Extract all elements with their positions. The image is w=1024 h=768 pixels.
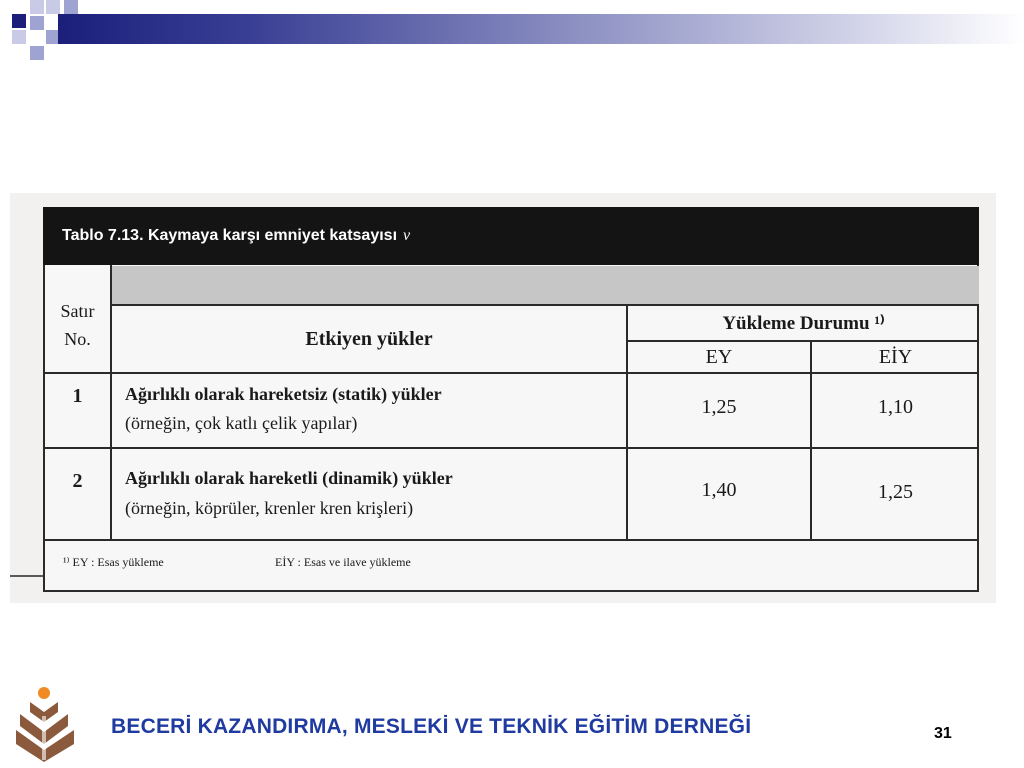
- row-2-eiy-value: 1,25: [878, 480, 913, 503]
- row-1-eiy-value: 1,10: [878, 395, 913, 418]
- row-1-number: 1: [72, 385, 83, 407]
- row-2-ey-value: 1,40: [701, 478, 737, 501]
- page-number: 31: [934, 725, 952, 742]
- footnote-ey: ¹⁾ EY : Esas yükleme: [63, 555, 164, 569]
- header-gray-band: [112, 266, 979, 306]
- header-gradient-bar: [58, 14, 1024, 44]
- header-row-number-line2: No.: [64, 329, 91, 349]
- header-loads: Etkiyen yükler: [305, 327, 433, 350]
- table-title: Tablo 7.13. Kaymaya karşı emniyet katsayısı: [62, 227, 398, 244]
- header-row-number: [45, 295, 110, 355]
- header-row-number-line1: Satır: [60, 301, 95, 321]
- row-2-description: Ağırlıklı olarak hareketli (dinamik) yükler: [125, 468, 453, 488]
- row-2-number: 2: [72, 470, 83, 492]
- organization-name: BECERİ KAZANDIRMA, MESLEKİ VE TEKNİK EĞİTİM DERNEĞİ: [111, 715, 752, 738]
- row-2-example: (örneğin, köprüler, krenler kren krişleri): [125, 498, 414, 518]
- table-title-symbol: ν: [403, 227, 411, 244]
- divider-row-1: [45, 447, 979, 449]
- table-title-bar: [43, 207, 979, 265]
- divider-header-bottom: [45, 372, 979, 374]
- row-1-ey-value: 1,25: [701, 395, 737, 418]
- header-ey: EY: [705, 345, 733, 368]
- row-1-example: (örneğin, çok katlı çelik yapılar): [125, 413, 358, 433]
- header-loading-state: Yükleme Durumu ¹⁾: [722, 312, 885, 334]
- row-1-description: Ağırlıklı olarak hareketsiz (statik) yükler: [125, 384, 442, 404]
- safety-factor-table: [43, 207, 979, 592]
- divider-row-2: [45, 539, 979, 541]
- header-eiy: EİY: [878, 345, 913, 368]
- organization-logo-icon: [16, 686, 82, 762]
- footnote-eiy: EİY : Esas ve ilave yükleme: [275, 555, 411, 569]
